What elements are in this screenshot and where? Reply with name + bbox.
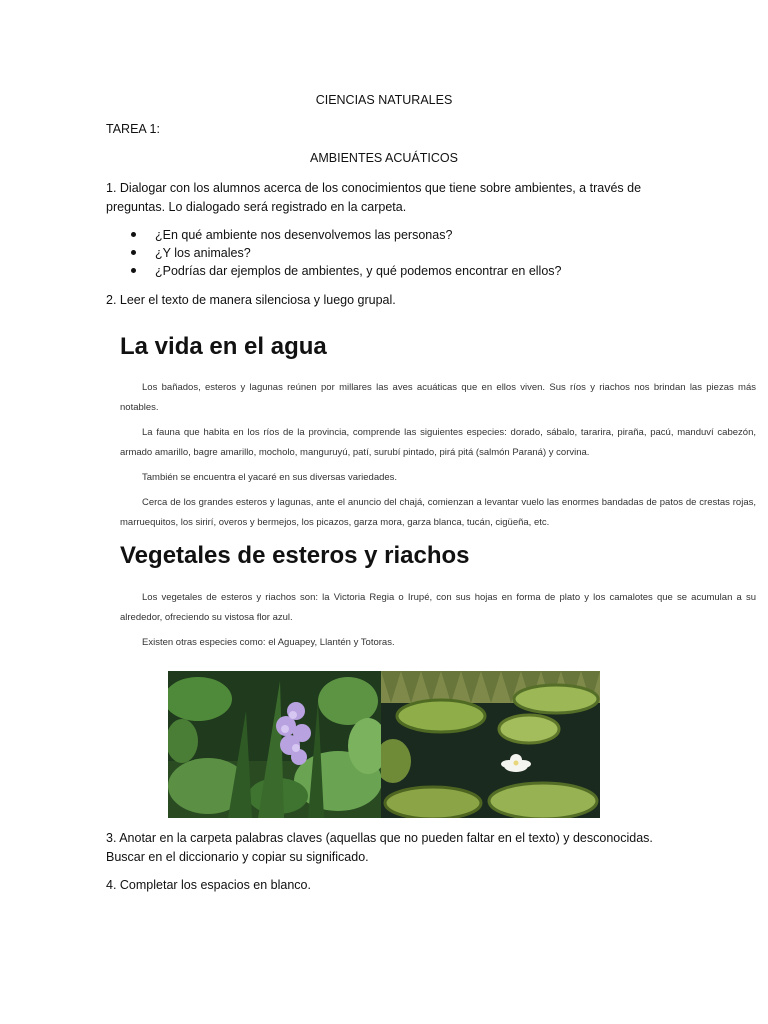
bullet-icon [131,232,136,237]
paragraph-1: Los bañados, esteros y lagunas reúnen por millares las aves acuáticas que en ellos viven. Sus ríos y riachos nos brindan las piezas más notables. [120,382,756,413]
heading-vida-agua: La vida en el agua [120,333,327,360]
heading-vegetales: Vegetales de esteros y riachos [120,542,470,569]
bullet-icon [131,250,136,255]
water-hyacinth-image [168,671,381,818]
paragraph-5: Los vegetales de esteros y riachos son: la Victoria Regia o Irupé, con sus hojas en forma de plato y los camalotes que se acumulan a su alrededor, ofreciendo su vistosa flor azul. [120,592,756,623]
water-hyacinth-photo [168,671,381,818]
list-item: ¿Y los animales? [131,244,561,262]
instruction-2: 2. Leer el texto de manera silenciosa y luego grupal. [106,293,396,307]
topic-title: AMBIENTES ACUÁTICOS [310,151,458,165]
bullet-icon [131,268,136,273]
task-label: TAREA 1: [106,122,160,136]
list-item: ¿En qué ambiente nos desenvolvemos las personas? [131,226,561,244]
instruction-1: 1. Dialogar con los alumnos acerca de los conocimientos que tiene sobre ambientes, a través de preguntas. Lo dialogado será registrado en la carpeta. [106,181,642,214]
question-list [131,226,561,280]
victoria-regia-photo [381,671,600,818]
instruction-3: 3. Anotar en la carpeta palabras claves (aquellas que no pueden faltar en el texto) y desconocidas. Buscar en el diccionario y copiar su significado. [106,831,653,864]
paragraph-4: Cerca de los grandes esteros y lagunas, ante el anuncio del chajá, comienzan a levantar vuelo las enormes bandadas de patos de crestas rojas, marruequitos, los sirirí, overos y bermejos, los picazos, garza mora, garza blanca, tucán, cigüeña, etc. [120,497,756,528]
list-item: ¿Podrías dar ejemplos de ambientes, y qué podemos encontrar en ellos? [131,262,561,280]
paragraph-2: La fauna que habita en los ríos de la provincia, comprende las siguientes especies: dorado, sábalo, tararira, piraña, pacú, manduví cabezón, armado amarillo, bagre amarillo, mocholo, manguruyú, patí, surubí pintado, pirá pitá (salmón Paraná) y corvina. [120,427,756,458]
paragraph-3: También se encuentra el yacaré en sus diversas variedades. [142,472,398,483]
victoria-regia-image [381,671,600,818]
paragraph-6: Existen otras especies como: el Aguapey, Llantén y Totoras. [142,637,395,648]
subject-title: CIENCIAS NATURALES [315,93,453,107]
instruction-4: 4. Completar los espacios en blanco. [106,878,311,892]
